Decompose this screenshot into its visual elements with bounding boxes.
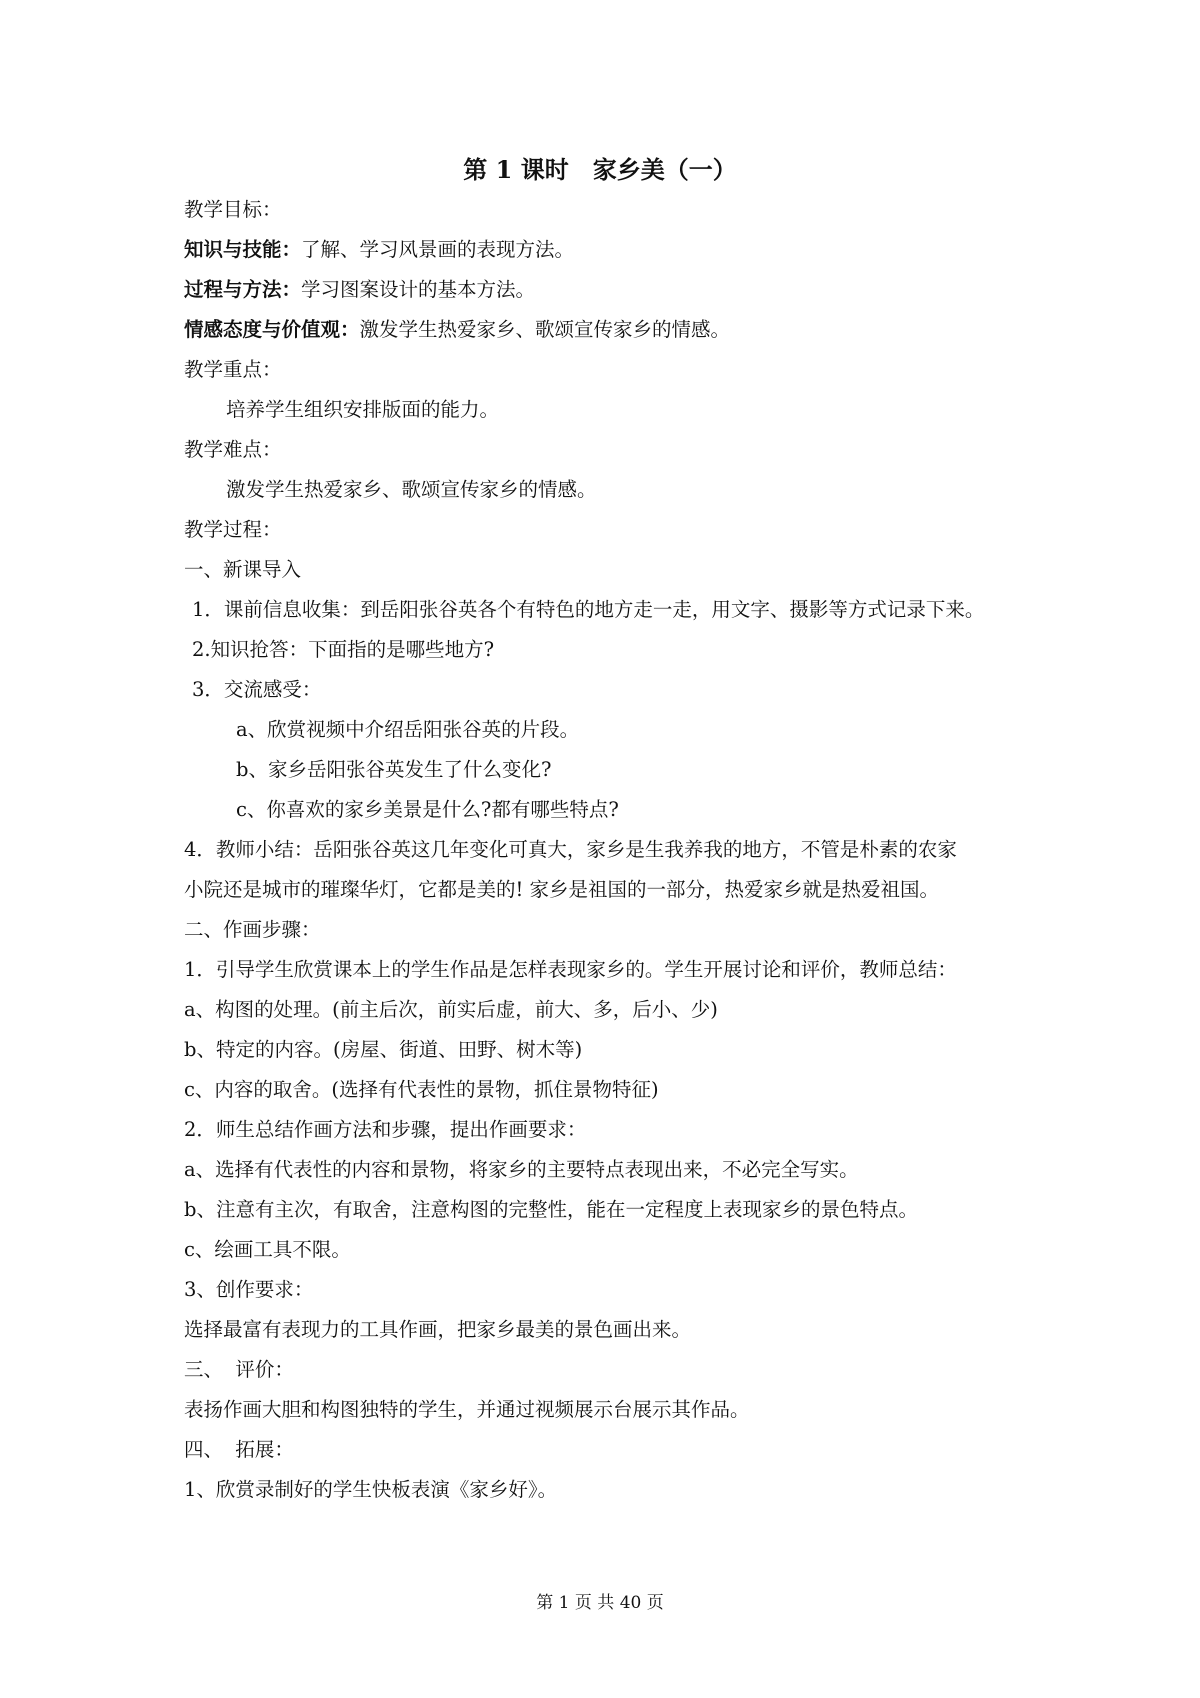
difficulty-text: 激发学生热爱家乡、歌颂宣传家乡的情感。 (226, 478, 597, 501)
page-title: 第 1 课时 家乡美（一） (463, 155, 737, 184)
key-text: 培养学生组织安排版面的能力。 (226, 398, 500, 421)
section2-item1-a: a、构图的处理。(前主后次，前实后虚，前大、多，后小、少) (184, 998, 718, 1021)
goals-heading: 教学目标： (184, 198, 282, 221)
section2-item2-b: b、注意有主次，有取舍，注意构图的完整性，能在一定程度上表现家乡的景色特点。 (184, 1198, 918, 1221)
section2-item3-text: 选择最富有表现力的工具作画，把家乡最美的景色画出来。 (184, 1318, 692, 1341)
section2-item2-c: c、绘画工具不限。 (184, 1238, 351, 1261)
section2-heading: 二、作画步骤： (184, 918, 321, 941)
section2-item1: 1．引导学生欣赏课本上的学生作品是怎样表现家乡的。学生开展讨论和评价，教师总结： (184, 958, 957, 981)
section2-item1-b: b、特定的内容。(房屋、街道、田野、树木等) (184, 1038, 583, 1061)
section1-item1: 1．课前信息收集：到岳阳张谷英各个有特色的地方走一走，用文字、摄影等方式记录下来。 (192, 598, 985, 621)
section1-item2: 2.知识抢答：下面指的是哪些地方? (192, 638, 495, 661)
section1-sub-c: c、你喜欢的家乡美景是什么?都有哪些特点? (236, 798, 619, 821)
section2-item2-a: a、选择有代表性的内容和景物，将家乡的主要特点表现出来，不必完全写实。 (184, 1158, 859, 1181)
goal-process-label: 过程与方法： (184, 278, 302, 301)
section2-item2: 2．师生总结作画方法和步骤，提出作画要求： (184, 1118, 587, 1141)
section2-item1-c: c、内容的取舍。(选择有代表性的景物，抓住景物特征) (184, 1078, 659, 1101)
process-heading: 教学过程： (184, 518, 282, 541)
section3-heading: 三、 评价： (184, 1358, 294, 1381)
section1-item4-line1: 4．教师小结：岳阳张谷英这几年变化可真大，家乡是生我养我的地方，不管是朴素的农家 (184, 838, 957, 861)
page-footer: 第 1 页 共 40 页 (536, 1593, 664, 1613)
goal-emotion-label: 情感态度与价值观： (184, 318, 360, 341)
section1-sub-a: a、欣赏视频中介绍岳阳张谷英的片段。 (236, 718, 580, 741)
goal-knowledge (184, 237, 574, 263)
section3-text: 表扬作画大胆和构图独特的学生，并通过视频展示台展示其作品。 (184, 1398, 750, 1421)
section1-item3: 3．交流感受： (192, 678, 322, 701)
goal-process (184, 277, 535, 303)
difficulty-heading: 教学难点： (184, 438, 282, 461)
goal-knowledge-text: 了解、学习风景画的表现方法。 (301, 238, 575, 261)
key-heading: 教学重点： (184, 358, 282, 381)
section4-heading: 四、 拓展： (184, 1438, 294, 1461)
section4-item1: 1、欣赏录制好的学生快板表演《家乡好》。 (184, 1478, 558, 1501)
goal-process-text: 学习图案设计的基本方法。 (301, 278, 536, 301)
section1-heading: 一、新课导入 (184, 558, 302, 581)
section2-item3: 3、创作要求： (184, 1278, 314, 1301)
goal-knowledge-label: 知识与技能： (184, 238, 302, 261)
section1-item4-line2: 小院还是城市的璀璨华灯，它都是美的! 家乡是祖国的一部分，热爱家乡就是热爱祖国。 (184, 878, 940, 901)
goal-emotion-text: 激发学生热爱家乡、歌颂宣传家乡的情感。 (359, 318, 731, 341)
section1-sub-b: b、家乡岳阳张谷英发生了什么变化? (236, 758, 552, 781)
goal-emotion (184, 317, 730, 343)
